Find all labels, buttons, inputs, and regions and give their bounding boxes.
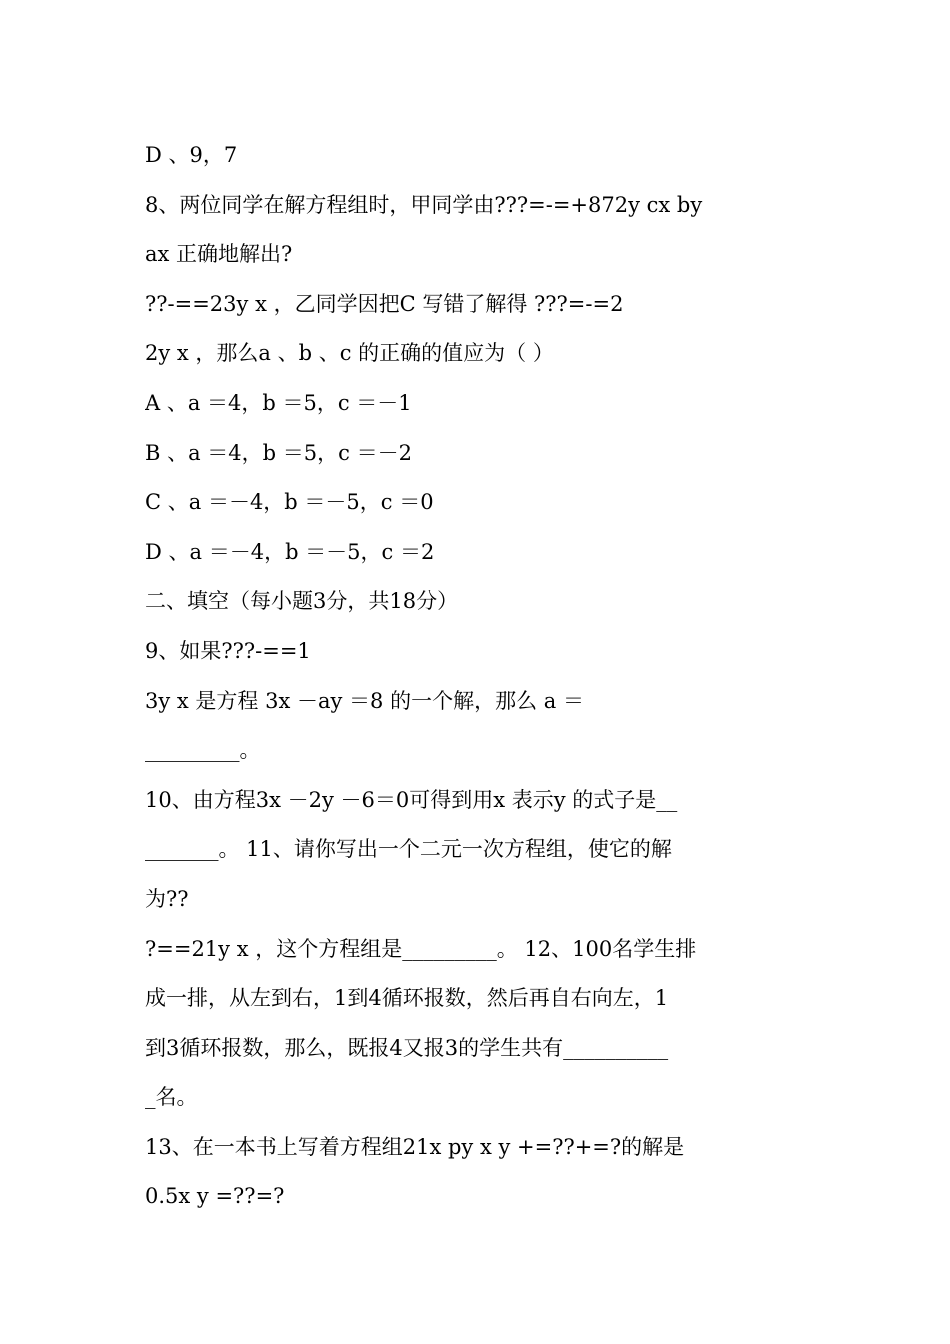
- option-d-q8: D 、a ＝－4，b ＝－5，c ＝2: [145, 539, 435, 564]
- question-10-11-line: _______。 11、请你写出一个二元一次方程组，使它的解: [145, 837, 672, 862]
- question-8-line-3: ??-==23y x ，乙同学因把C 写错了解得 ???=-=2: [145, 291, 624, 316]
- option-c-q8: C 、a ＝－4，b ＝－5，c ＝0: [145, 490, 434, 515]
- question-12-line-4: _名。: [145, 1085, 198, 1110]
- option-b-q8: B 、a ＝4，b ＝5，c ＝－2: [145, 440, 412, 465]
- option-a-q8: A 、a ＝4，b ＝5，c ＝－1: [145, 390, 412, 415]
- question-9-line-2: 3y x 是方程 3x －ay ＝8 的一个解，那么 a ＝: [145, 688, 584, 713]
- question-12-line-3: 到3循环报数，那么，既报4又报3的学生共有__________: [145, 1035, 669, 1060]
- question-8-line-4: 2y x ，那么a 、b 、c 的正确的值应为（ ）: [145, 341, 554, 366]
- question-8-line-2: ax 正确地解出?: [145, 242, 293, 267]
- question-11-line-2: 为??: [145, 886, 189, 911]
- question-13-line-1: 13、在一本书上写着方程组21x py x y +=??+=?的解是: [145, 1134, 685, 1159]
- option-d-q7: D 、9，7: [145, 143, 238, 167]
- question-9-line-1: 9、如果???-==1: [145, 638, 311, 663]
- question-13-line-2: 0.5x y =??=?: [145, 1184, 285, 1209]
- section-heading-fill-in: 二、填空（每小题3分，共18分）: [145, 589, 459, 614]
- question-8-line-1: 8、两位同学在解方程组时，甲同学由???=-=+872y cx by: [145, 192, 703, 217]
- document-body: [145, 131, 807, 1222]
- question-9-blank: _________。: [145, 738, 261, 763]
- question-12-line-2: 成一排，从左到右，1到4循环报数，然后再自右向左，1: [145, 986, 669, 1011]
- question-11-12-line: ?==21y x ，这个方程组是_________。 12、100名学生排: [145, 936, 697, 961]
- question-10-line-1: 10、由方程3x －2y －6＝0可得到用x 表示y 的式子是__: [145, 787, 678, 812]
